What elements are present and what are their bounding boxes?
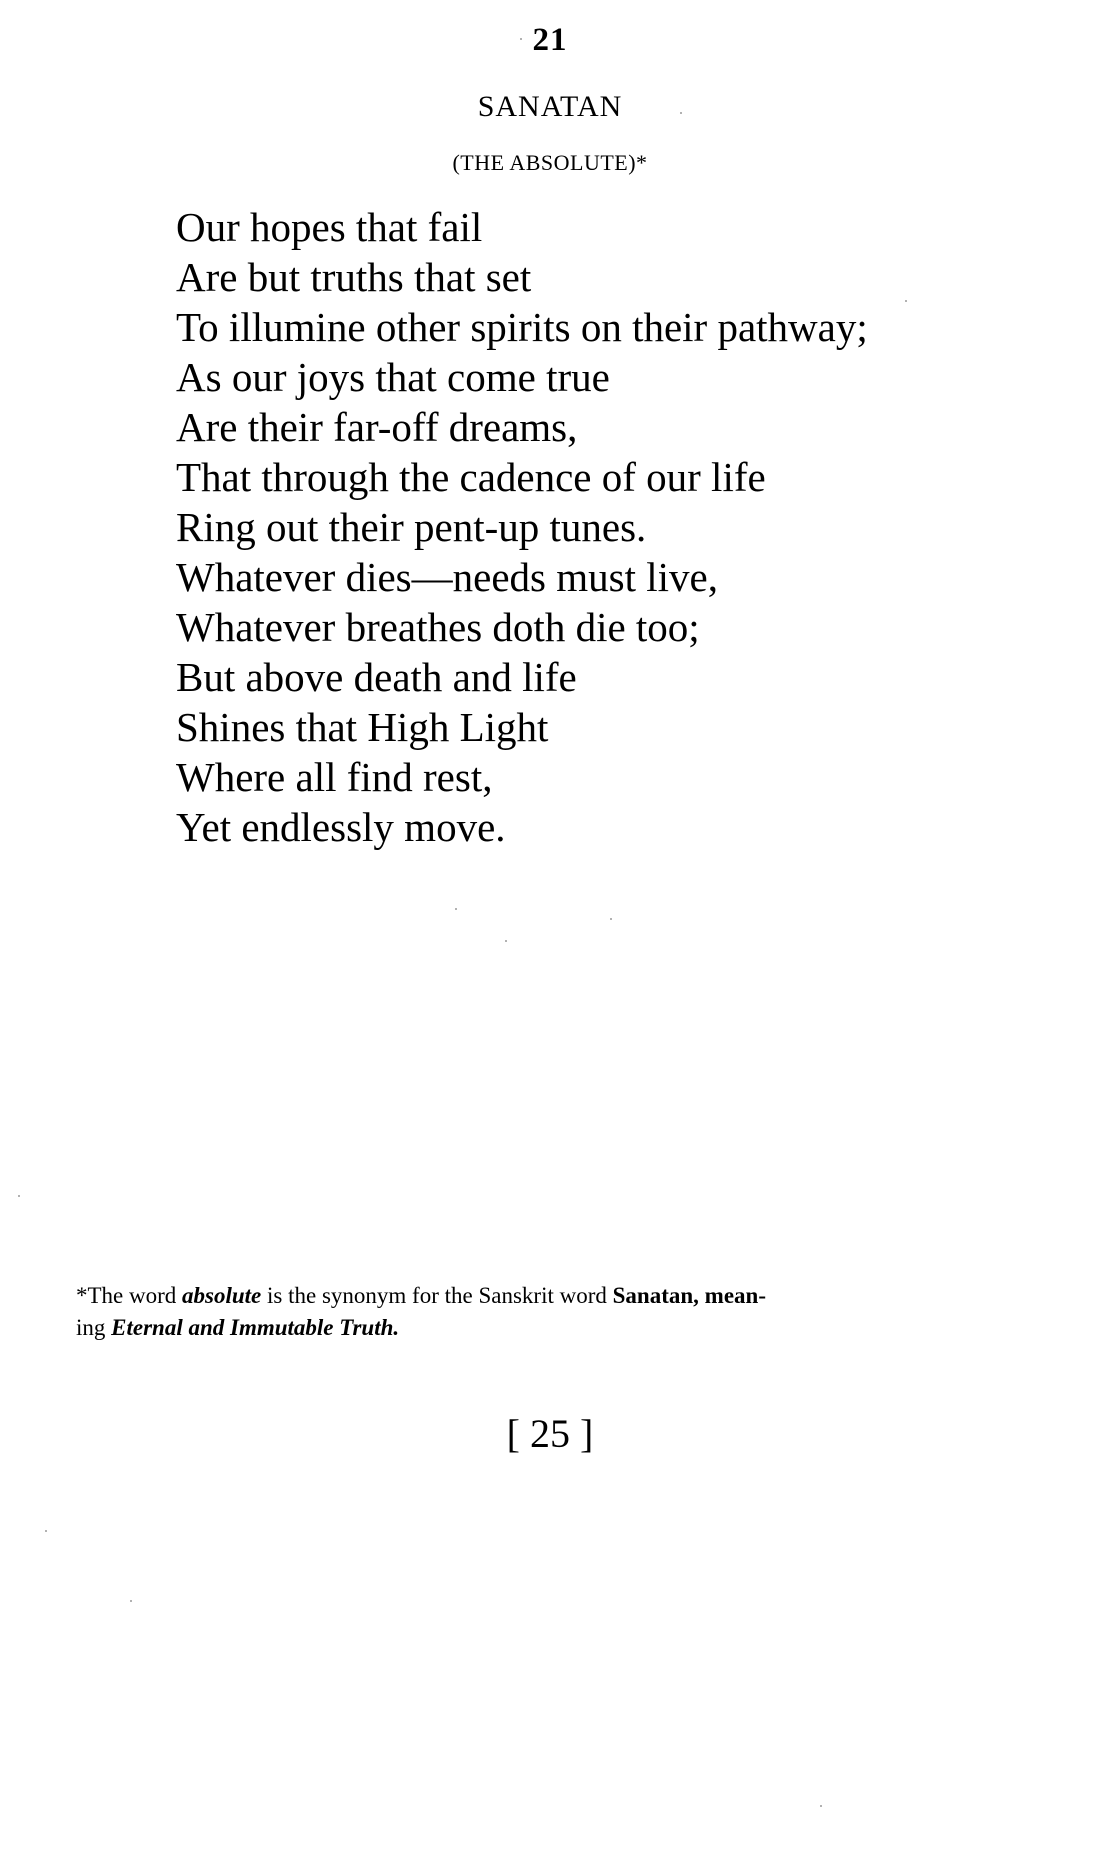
scan-speck: [18, 1195, 20, 1197]
scan-speck: [610, 918, 612, 920]
poem-subtitle: (THE ABSOLUTE)*: [452, 150, 648, 175]
scan-speck: [905, 300, 907, 302]
poem-line: To illumine other spirits on their pathway;: [176, 304, 868, 350]
footnote-emphasis-truth: Eternal and Immutable Truth.: [111, 1315, 400, 1340]
poem-line: But above death and life: [176, 654, 577, 700]
poem-number: 21: [532, 22, 568, 58]
footnote-text: *The word: [76, 1283, 183, 1308]
page-number: [ 25 ]: [506, 1411, 594, 1456]
footnote-emphasis-sanatan: Sanatan,: [612, 1283, 699, 1308]
scan-speck: [680, 112, 682, 114]
poem-line: Whatever dies—needs must live,: [176, 554, 718, 600]
poem-line: Where all find rest,: [176, 754, 493, 800]
footnote-emphasis-absolute: absolute: [182, 1283, 262, 1308]
poem-line: Our hopes that fail: [176, 204, 483, 250]
poem-body: [176, 202, 1076, 852]
scan-speck: [820, 1805, 822, 1807]
poem-line: Shines that High Light: [176, 704, 549, 750]
scan-speck: [455, 908, 457, 910]
poem-line: Yet endlessly move.: [176, 804, 506, 850]
footnote-text: ing: [76, 1315, 112, 1340]
poem-line: Ring out their pent-up tunes.: [176, 504, 647, 550]
footnote-text: mean-: [698, 1283, 766, 1308]
poem-title: SANATAN: [477, 90, 623, 123]
footnote-text: is the synonym for the Sanskrit word: [261, 1283, 613, 1308]
scan-speck: [520, 38, 522, 40]
scan-speck: [130, 1600, 132, 1602]
scan-speck: [505, 940, 507, 942]
poem-line: Whatever breathes doth die too;: [176, 604, 700, 650]
scan-speck: [45, 1530, 47, 1532]
poem-line: Are but truths that set: [176, 254, 532, 300]
poem-line: That through the cadence of our life: [176, 454, 766, 500]
footnote: [76, 1280, 1056, 1344]
poem-line: As our joys that come true: [176, 354, 610, 400]
poem-line: Are their far-off dreams,: [176, 404, 578, 450]
